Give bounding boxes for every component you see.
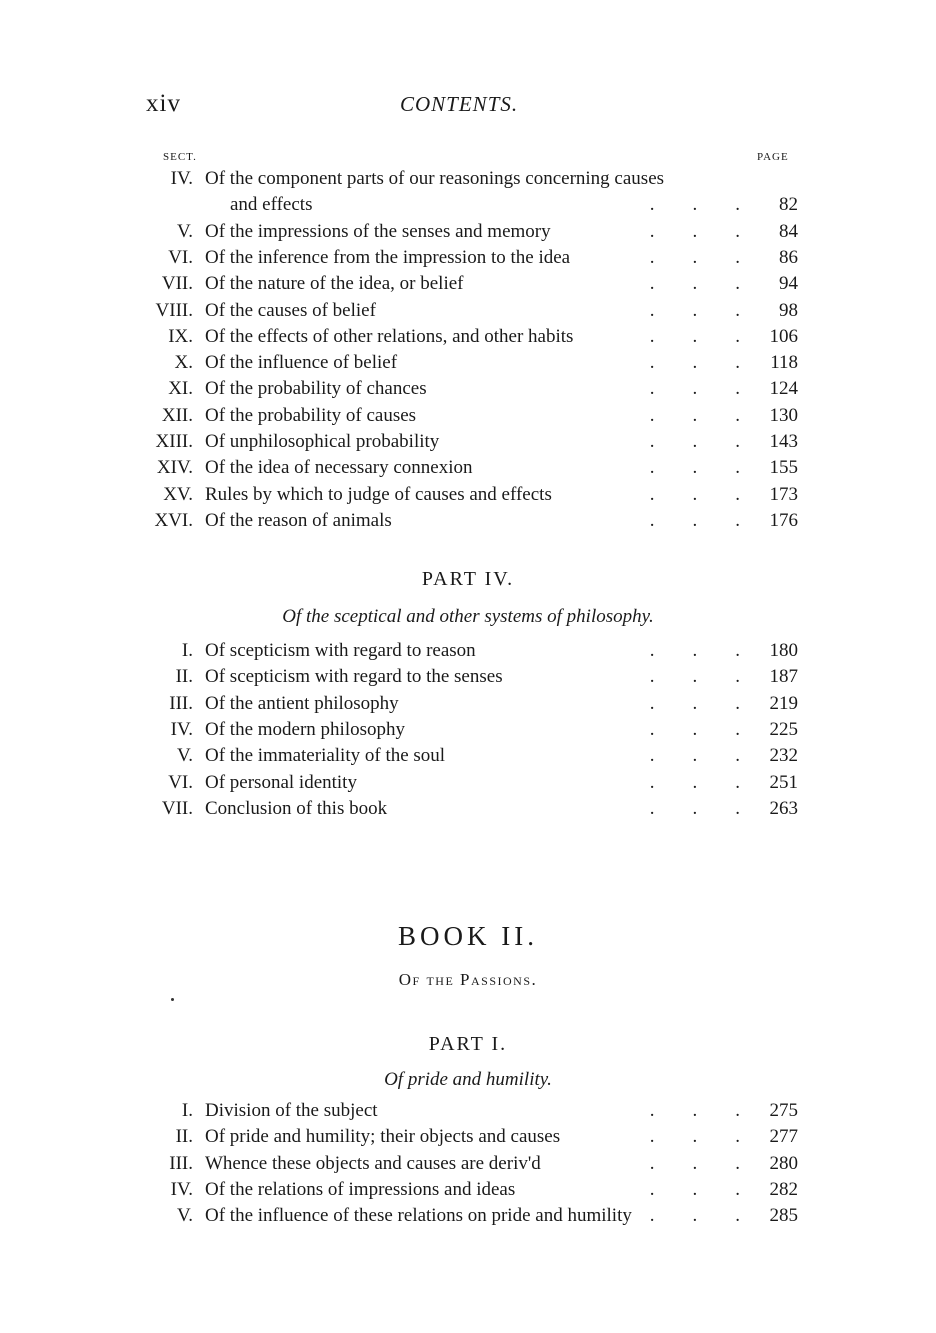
page-number-ref: 219 [769,692,798,714]
section-title: Of the effects of other relations, and other habits [205,325,574,347]
part4-heading: PART IV. [421,568,515,590]
dot-leader: . . . [649,797,740,819]
book2-subheading: Of the Passions. [398,970,538,989]
dot-leader: . . . [649,194,740,216]
dot-leader: . . . [649,640,740,661]
book2-part-heading: PART I. [428,1033,508,1055]
section-number: VI. [168,771,193,793]
page-number-ref: 82 [779,194,798,216]
section-number: V. [176,745,193,767]
page-number-ref: 98 [779,299,798,321]
section-number: V. [176,220,193,242]
section-number: XII. [161,404,193,426]
section-title: Of the component parts of our reasonings concerning causes [205,168,665,189]
page-number-ref: 277 [769,1126,798,1148]
toc-row [0,300,936,326]
section-title: Of personal identity [205,771,357,793]
toc-row [0,405,936,431]
dot-leader: . . . [649,666,740,688]
section-number: IV. [170,718,193,740]
section-title: Of the probability of causes [205,404,417,426]
dot-leader: . . . [649,378,740,400]
section-title: Of scepticism with regard to reason [205,640,476,661]
toc-row [0,326,936,352]
toc-row [0,745,936,771]
page-number: xiv [146,90,181,117]
book2-heading: BOOK II. [398,921,538,951]
toc-row [0,666,936,692]
section-title: Of the probability of chances [205,378,427,400]
section-title: Rules by which to judge of causes and effects [205,483,552,505]
dot-leader: . . . [649,246,740,268]
toc-row [0,247,936,273]
section-title: Of unphilosophical probability [205,431,440,452]
section-title: Of the relations of impressions and ideas [205,1178,516,1200]
section-title: Of the idea of necessary connexion [205,457,473,479]
toc-row [0,1153,936,1179]
part4-subtitle: Of the sceptical and other systems of philosophy. [282,606,654,627]
dot-leader: . . . [649,404,740,426]
section-title: Of the impressions of the senses and memory [205,220,551,242]
page-number-ref: 187 [769,666,798,688]
page-number-ref: 84 [779,220,798,242]
toc-row [0,719,936,745]
section-number: XV. [163,483,193,505]
page-number-ref: 225 [769,718,798,740]
section-title: and effects [230,194,313,216]
page-number-ref: 173 [769,483,798,505]
section-title: Whence these objects and causes are deriv'd [205,1152,541,1174]
toc-row [0,1100,936,1126]
section-number: II. [175,666,193,688]
toc-row [0,273,936,299]
section-number: XVI. [154,509,193,531]
page-number-ref: 130 [769,404,798,426]
section-number: XIII. [155,431,193,452]
ink-speck [171,998,174,1001]
section-title: Of the modern philosophy [205,718,406,740]
toc-row [0,431,936,457]
toc-row [0,772,936,798]
section-number: I. [181,640,193,661]
section-number: III. [169,692,193,714]
toc-row [0,484,936,510]
dot-leader: . . . [649,483,740,505]
toc-row [0,798,936,824]
page-number-ref: 251 [769,771,798,793]
toc-row [0,1205,936,1231]
page-number-ref: 143 [769,431,798,452]
toc-row [0,640,936,666]
page-number-ref: 280 [769,1152,798,1174]
section-title: Of the immateriality of the soul [205,745,446,767]
book2-part-subtitle: Of pride and humility. [384,1069,552,1090]
page-number-ref: 155 [769,457,798,479]
sect-column-header: SECT. [163,151,197,163]
toc-row [0,510,936,536]
dot-leader: . . . [649,457,740,479]
section-number: V. [176,1205,193,1227]
dot-leader: . . . [649,1152,740,1174]
section-title: Of the reason of animals [205,509,392,531]
page-number-ref: 180 [769,640,798,661]
section-title: Of pride and humility; their objects and causes [205,1126,561,1148]
section-number: II. [175,1126,193,1148]
dot-leader: . . . [649,771,740,793]
page-number-ref: 94 [779,273,798,295]
page-number-ref: 176 [769,509,798,531]
dot-leader: . . . [649,1126,740,1148]
section-number: VII. [161,273,193,295]
section-title: Of the antient philosophy [205,692,399,714]
section-number: IV. [170,1178,193,1200]
dot-leader: . . . [649,273,740,295]
section-number: X. [174,352,193,374]
dot-leader: . . . [649,352,740,374]
section-number: VIII. [155,299,193,321]
toc-row [0,693,936,719]
section-number: III. [169,1152,193,1174]
section-title: Of the influence of these relations on pride and humility [205,1205,632,1227]
section-number: XI. [168,378,193,400]
page-number-ref: 232 [769,745,798,767]
page-number-ref: 285 [769,1205,798,1227]
section-number: VII. [161,797,193,819]
page-number-ref: 124 [769,378,798,400]
section-number: I. [181,1100,193,1121]
dot-leader: . . . [649,220,740,242]
section-number: IX. [168,325,193,347]
toc-row [0,194,936,220]
section-number: XIV. [156,457,193,479]
toc-row [0,1179,936,1205]
section-title: Division of the subject [205,1100,378,1121]
dot-leader: . . . [649,299,740,321]
page-column-header: PAGE [757,151,789,163]
toc-row [0,352,936,378]
section-title: Of the inference from the impression to the idea [205,246,571,268]
section-number: IV. [170,168,193,189]
section-title: Conclusion of this book [205,797,388,819]
dot-leader: . . . [649,325,740,347]
dot-leader: . . . [649,718,740,740]
page-number-ref: 106 [769,325,798,347]
toc-row [0,1126,936,1152]
section-title: Of the causes of belief [205,299,376,321]
dot-leader: . . . [649,745,740,767]
dot-leader: . . . [649,509,740,531]
section-title: Of scepticism with regard to the senses [205,666,503,688]
dot-leader: . . . [649,692,740,714]
toc-row [0,378,936,404]
page-number-ref: 118 [770,352,798,374]
dot-leader: . . . [649,1178,740,1200]
page-number-ref: 282 [769,1178,798,1200]
dot-leader: . . . [649,1100,740,1121]
toc-row [0,457,936,483]
running-title: CONTENTS. [400,92,519,116]
dot-leader: . . . [649,431,740,452]
page-number-ref: 263 [769,797,798,819]
toc-row [0,168,936,194]
section-number: VI. [168,246,193,268]
section-title: Of the influence of belief [205,352,398,374]
section-title: Of the nature of the idea, or belief [205,273,464,295]
page-number-ref: 86 [779,246,798,268]
dot-leader: . . . [649,1205,740,1227]
toc-row [0,221,936,247]
page-number-ref: 275 [769,1100,798,1121]
